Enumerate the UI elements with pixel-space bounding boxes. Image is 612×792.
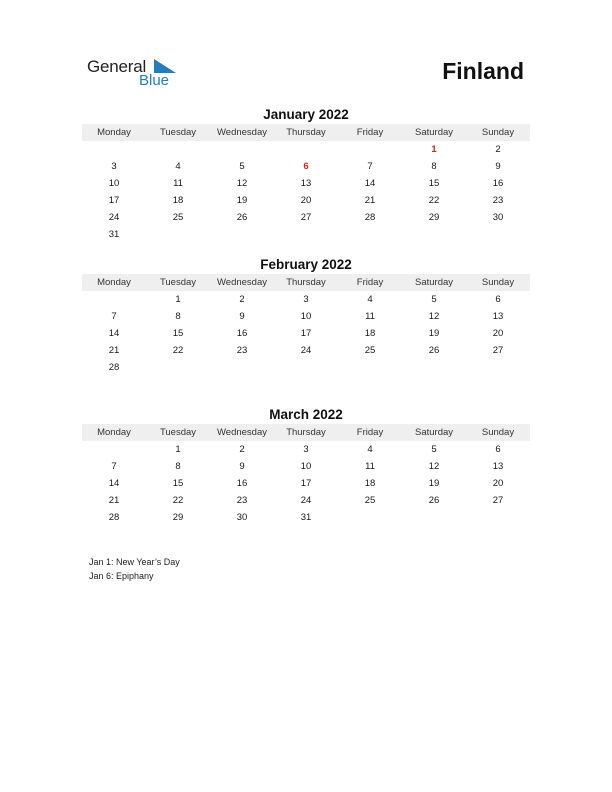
- empty-day-cell: [146, 226, 210, 243]
- day-cell: 12: [428, 311, 440, 322]
- day-cell: 9: [239, 461, 245, 472]
- weekday-label: Sunday: [481, 277, 515, 288]
- day-cell: 10: [108, 178, 120, 189]
- weekday-label: Wednesday: [217, 127, 267, 138]
- empty-day-cell: [402, 359, 466, 376]
- day-cell: 11: [365, 461, 375, 472]
- day-cell: 3: [111, 161, 117, 172]
- day-cell: 25: [172, 212, 184, 223]
- day-cell: 20: [492, 478, 504, 489]
- day-cell: 29: [172, 512, 184, 523]
- week-row: [82, 325, 530, 342]
- day-cell: 10: [300, 311, 312, 322]
- weekday-label: Tuesday: [159, 127, 197, 138]
- day-cell: 16: [236, 328, 248, 339]
- day-cell: 27: [300, 212, 312, 223]
- day-cell: 28: [108, 362, 120, 373]
- week-row: [82, 192, 530, 209]
- week-row: [82, 509, 530, 526]
- weekday-label: Friday: [356, 127, 384, 138]
- day-cell: 8: [175, 311, 181, 322]
- day-cell: 24: [300, 495, 312, 506]
- day-cell: 21: [108, 495, 120, 506]
- weekday-header-row: [82, 424, 530, 441]
- day-cell: 18: [364, 328, 376, 339]
- empty-day-cell: [466, 226, 530, 243]
- day-cell: 2: [239, 294, 245, 305]
- day-cell: 6: [495, 294, 501, 305]
- empty-day-cell: [146, 359, 210, 376]
- month-calendar: [82, 256, 530, 376]
- day-cell: 2: [239, 444, 245, 455]
- day-cell: 12: [428, 461, 440, 472]
- empty-day-cell: [274, 141, 338, 158]
- empty-day-cell: [338, 226, 402, 243]
- day-cell: 14: [108, 478, 120, 489]
- weekday-label: Thursday: [286, 427, 326, 438]
- day-cell: 7: [367, 161, 373, 172]
- week-row: [82, 209, 530, 226]
- day-cell: 20: [300, 195, 312, 206]
- logo-flag-icon: [154, 59, 176, 73]
- day-cell: 24: [108, 212, 120, 223]
- day-cell: 14: [108, 328, 120, 339]
- day-cell: 27: [492, 345, 504, 356]
- week-row: [82, 175, 530, 192]
- holiday-day-cell: 6: [303, 161, 309, 172]
- day-cell: 26: [236, 212, 248, 223]
- weekday-label: Friday: [356, 277, 384, 288]
- empty-day-cell: [82, 441, 146, 458]
- day-cell: 17: [300, 328, 312, 339]
- day-cell: 11: [365, 311, 375, 322]
- day-cell: 16: [236, 478, 248, 489]
- weekday-label: Wednesday: [217, 277, 267, 288]
- country-title: Finland: [442, 58, 524, 84]
- logo-text-general: General: [87, 57, 147, 76]
- day-cell: 13: [492, 461, 504, 472]
- day-cell: 26: [428, 495, 440, 506]
- day-cell: 23: [236, 345, 248, 356]
- day-cell: 2: [495, 144, 501, 155]
- day-cell: 13: [492, 311, 504, 322]
- day-cell: 19: [428, 478, 440, 489]
- day-cell: 28: [108, 512, 120, 523]
- empty-day-cell: [402, 226, 466, 243]
- day-cell: 30: [492, 212, 504, 223]
- empty-day-cell: [274, 226, 338, 243]
- weekday-label: Friday: [356, 427, 384, 438]
- empty-day-cell: [402, 509, 466, 526]
- day-cell: 19: [236, 195, 248, 206]
- day-cell: 5: [431, 294, 437, 305]
- week-row: [82, 291, 530, 308]
- weekday-header-row: [82, 124, 530, 141]
- logo-text-blue: Blue: [139, 72, 170, 89]
- week-row: [82, 359, 530, 376]
- day-cell: 26: [428, 345, 440, 356]
- day-cell: 8: [431, 161, 437, 172]
- weekday-label: Thursday: [286, 277, 326, 288]
- weekday-label: Monday: [97, 277, 131, 288]
- month-calendar: [82, 406, 530, 526]
- week-row: [82, 441, 530, 458]
- weekday-label: Tuesday: [159, 427, 197, 438]
- day-cell: 29: [428, 212, 440, 223]
- empty-day-cell: [210, 226, 274, 243]
- day-cell: 22: [172, 495, 184, 506]
- empty-day-cell: [274, 359, 338, 376]
- week-row: [82, 458, 530, 475]
- day-cell: 6: [495, 444, 501, 455]
- day-cell: 27: [492, 495, 504, 506]
- holiday-note: Jan 1: New Year’s Day: [89, 557, 180, 567]
- month-title: March 2022: [269, 407, 343, 422]
- day-cell: 5: [239, 161, 245, 172]
- empty-day-cell: [210, 359, 274, 376]
- day-cell: 7: [111, 311, 117, 322]
- day-cell: 4: [367, 294, 373, 305]
- weekday-label: Monday: [97, 427, 131, 438]
- empty-day-cell: [82, 291, 146, 308]
- day-cell: 15: [428, 178, 440, 189]
- empty-day-cell: [466, 509, 530, 526]
- day-cell: 4: [175, 161, 181, 172]
- day-cell: 22: [172, 345, 184, 356]
- day-cell: 13: [300, 178, 312, 189]
- month-title: January 2022: [263, 107, 349, 122]
- day-cell: 1: [175, 294, 181, 305]
- day-cell: 7: [111, 461, 117, 472]
- day-cell: 3: [303, 294, 309, 305]
- holiday-day-cell: 1: [431, 144, 437, 155]
- day-cell: 18: [364, 478, 376, 489]
- weekday-label: Sunday: [481, 127, 515, 138]
- day-cell: 15: [172, 328, 184, 339]
- weekday-label: Sunday: [481, 427, 515, 438]
- holiday-notes: [89, 555, 180, 583]
- empty-day-cell: [338, 509, 402, 526]
- empty-day-cell: [82, 141, 146, 158]
- week-row: [82, 492, 530, 509]
- day-cell: 9: [495, 161, 501, 172]
- weekday-label: Wednesday: [217, 427, 267, 438]
- day-cell: 19: [428, 328, 440, 339]
- day-cell: 10: [300, 461, 312, 472]
- day-cell: 28: [364, 212, 376, 223]
- week-row: [82, 141, 530, 158]
- week-row: [82, 158, 530, 175]
- logo: [87, 57, 187, 93]
- week-row: [82, 342, 530, 359]
- empty-day-cell: [210, 141, 274, 158]
- month-calendar: [82, 106, 530, 243]
- day-cell: 11: [173, 178, 183, 189]
- day-cell: 23: [492, 195, 504, 206]
- day-cell: 23: [236, 495, 248, 506]
- empty-day-cell: [466, 359, 530, 376]
- empty-day-cell: [338, 359, 402, 376]
- empty-day-cell: [146, 141, 210, 158]
- day-cell: 8: [175, 461, 181, 472]
- day-cell: 22: [428, 195, 440, 206]
- day-cell: 3: [303, 444, 309, 455]
- day-cell: 31: [300, 512, 312, 523]
- day-cell: 30: [236, 512, 248, 523]
- day-cell: 21: [364, 195, 376, 206]
- weekday-label: Thursday: [286, 127, 326, 138]
- day-cell: 21: [108, 345, 120, 356]
- weekday-label: Saturday: [414, 277, 454, 288]
- weekday-label: Saturday: [414, 427, 454, 438]
- weekday-label: Saturday: [414, 127, 454, 138]
- day-cell: 24: [300, 345, 312, 356]
- day-cell: 16: [492, 178, 504, 189]
- day-cell: 12: [236, 178, 248, 189]
- day-cell: 17: [108, 195, 120, 206]
- weekday-header-row: [82, 274, 530, 291]
- holiday-note: Jan 6: Epiphany: [89, 571, 154, 581]
- empty-day-cell: [338, 141, 402, 158]
- weekday-label: Monday: [97, 127, 131, 138]
- day-cell: 25: [364, 495, 376, 506]
- day-cell: 15: [172, 478, 184, 489]
- week-row: [82, 308, 530, 325]
- day-cell: 20: [492, 328, 504, 339]
- day-cell: 25: [364, 345, 376, 356]
- week-row: [82, 226, 530, 243]
- day-cell: 14: [364, 178, 376, 189]
- day-cell: 5: [431, 444, 437, 455]
- day-cell: 1: [175, 444, 181, 455]
- week-row: [82, 475, 530, 492]
- day-cell: 18: [172, 195, 184, 206]
- month-title: February 2022: [260, 257, 352, 272]
- day-cell: 4: [367, 444, 373, 455]
- day-cell: 31: [108, 229, 120, 240]
- weekday-label: Tuesday: [159, 277, 197, 288]
- day-cell: 17: [300, 478, 312, 489]
- day-cell: 9: [239, 311, 245, 322]
